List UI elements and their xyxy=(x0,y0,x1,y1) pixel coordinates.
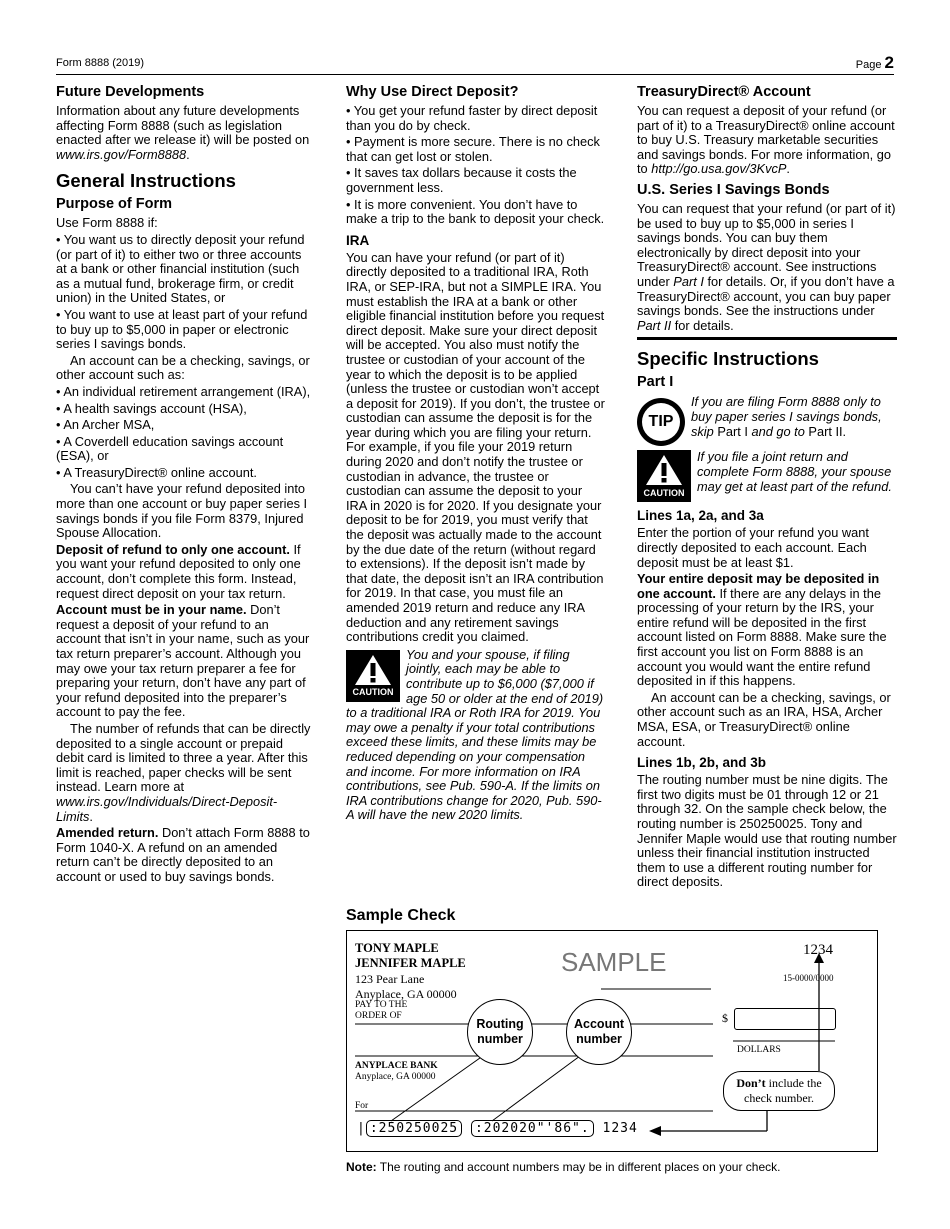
account-bullet-treasurydirect: • A TreasuryDirect® online account. xyxy=(56,464,257,480)
micr-routing: :250250025 xyxy=(366,1120,462,1137)
account-bullet-hsa: • A health savings account (HSA), xyxy=(56,400,247,416)
future-developments-heading: Future Developments xyxy=(56,84,205,100)
routing-number-callout: Routing number xyxy=(467,999,533,1065)
direct-deposit-limits-link[interactable]: www.irs.gov/Individuals/Direct-Deposit-Limits xyxy=(56,793,278,824)
caution-label: CAUTION xyxy=(352,687,394,698)
check-number: 1234 xyxy=(803,942,833,958)
entire-deposit-paragraph: Your entire deposit may be deposited in one account. If there are any delays in the processing of your return by the IRS, your entire refund will be deposited in the first account listed on Form 8888. Make sure the first account you list on Form 8888 is an account you would want the entire refund deposited in if this happens. xyxy=(637,571,887,689)
injured-spouse-text: You can’t have your refund deposited into more than one account or buy paper series I savings bonds if you file Form 8379, Injured Spouse Allocation. xyxy=(56,481,308,541)
dollars-label: DOLLARS xyxy=(737,1045,781,1055)
sample-check xyxy=(346,930,878,1152)
account-intro: An account can be a checking, savings, or other account such as: xyxy=(56,352,310,383)
page-number xyxy=(856,53,894,73)
use-if: Use Form 8888 if: xyxy=(56,215,158,231)
account-types-text: An account can be a checking, savings, or other account such as an IRA, HSA, Archer MSA, ESA, or TreasuryDirect® online account. xyxy=(637,689,891,749)
ira-heading: IRA xyxy=(346,232,370,248)
account-bullet-esa: • A Coverdell education savings account (ESA), or xyxy=(56,433,284,464)
why-bullet-1: • You get your refund faster by direct deposit than you do by check. xyxy=(346,103,598,133)
ira-caution xyxy=(346,648,606,823)
only-one-account-paragraph: Deposit of refund to only one account. If you want your refund deposited to only one account, don’t complete this form. Instead, request direct deposit on your tax return. xyxy=(56,541,301,601)
specific-instructions-heading: Specific Instructions xyxy=(637,348,819,370)
why-bullet-3: • It saves tax dollars because it costs the government less. xyxy=(346,165,577,195)
column-3 xyxy=(637,84,897,892)
tip-text: If you are filing Form 8888 only to buy paper series I savings bonds, skip Part I and go to Part II. xyxy=(691,394,882,439)
tip-icon xyxy=(637,398,685,446)
future-developments-text: Information about any future developments affecting Form 8888 (such as legislation enacted after we release it) will be posted on www.irs.gov/Form8888. xyxy=(56,103,310,162)
lines-1a-text: Enter the portion of your refund you want directly deposited to each account. Each deposit must be at least $1. xyxy=(637,525,869,570)
page-num: 2 xyxy=(884,53,894,72)
ira-caution-text: You and your spouse, if filing jointly, each may be able to contribute up to $6,000 ($7,000 if age 50 or older at the end of 2019) to a traditional IRA or Roth IRA for 2019. You may owe a penalty if your total contributions exceed these limits, and these limits may be reduced depending on your compensation and income. For more information on IRA contributions, see Pub. 590-A. If the limits on IRA contributions change for 2020, Pub. 590-A will have the new 2020 limits. xyxy=(346,646,604,823)
account-number-callout: Account number xyxy=(566,999,632,1065)
account-bullet-ira: • An individual retirement arrangement (IRA), xyxy=(56,383,311,399)
why-bullet-4: • It is more convenient. You don’t have to make a trip to the bank to deposit your check. xyxy=(346,196,605,227)
treasurydirect-heading: TreasuryDirect® Account xyxy=(637,84,811,100)
savings-bonds-text: You can request that your refund (or part of it) be used to buy up to $5,000 in series I savings bonds. You can buy them electronically by direct deposit into your TreasuryDirect® account. See instructions under Part I for details. Or, if you don’t have a TreasuryDirect® account, you can buy paper savings bonds. See the instructions under Part II for details. xyxy=(637,200,896,333)
micr-line: | :250250025 :202020"'86". 1234 xyxy=(357,1121,638,1136)
payer-name-1: TONY MAPLE xyxy=(355,941,439,955)
irs-form8888-link[interactable]: www.irs.gov/Form8888 xyxy=(56,146,187,162)
lines-1a-heading: Lines 1a, 2a, and 3a xyxy=(637,508,764,524)
savings-bonds-heading: U.S. Series I Savings Bonds xyxy=(637,181,830,198)
treasurydirect-text: You can request a deposit of your refund (or part of it) to a TreasuryDirect® online account to buy U.S. Treasury marketable securities and savings bonds. For more information, go to http://go.usa.gov/3KvcP. xyxy=(637,103,895,177)
payer-address-1: 123 Pear Lane xyxy=(355,972,425,986)
order-of-label: ORDER OF xyxy=(355,1011,402,1021)
micr-check-number: 1234 xyxy=(602,1121,638,1136)
fraction-number: 15-0000/0000 xyxy=(783,973,834,983)
caution-icon xyxy=(637,450,691,502)
section-rule xyxy=(637,337,897,340)
payer-address-2: Anyplace, GA 00000 xyxy=(355,987,457,1001)
pay-to-label: PAY TO THE xyxy=(355,1000,408,1010)
sample-check-heading: Sample Check xyxy=(346,907,456,924)
tip-label: TIP xyxy=(642,403,680,441)
warning-triangle-icon xyxy=(645,454,683,486)
bank-name: ANYPLACE BANK xyxy=(355,1061,438,1071)
ira-text: You can have your refund (or part of it) directly deposited to a traditional IRA, Roth IRA, or SEP-IRA, but not a SIMPLE IRA. You must establish the IRA at a bank or other eligible financial institution before you request direct deposit. Make sure your direct deposit will be accepted. You also must notify the trustee or custodian of your account of the year to which the deposit is to be applied (unless the trustee or custodian won’t accept a deposit for 2019). If you don’t, the trustee or custodian can assume the deposit is for the year during which you are filing your return. For example, if you file your 2019 return during 2020 and don’t notify the trustee or custodian in advance, the trustee or custodian can assume the deposit to your IRA in 2020 is for 2020. If you designate your deposit to be for 2019, you must verify that the deposit was actually made to the account by the due date of the return (without regard to extensions). If the deposit isn’t made by that date, the deposit isn’t an IRA contribution for 2019. In that case, you must file an amended 2019 return and reduce any IRA deduction and any retirement savings contributions credit you claimed. xyxy=(346,249,605,645)
tip-note xyxy=(637,395,897,446)
bank-address: Anyplace, GA 00000 xyxy=(355,1072,436,1082)
micr-account: :202020"'86". xyxy=(471,1120,594,1137)
form-id: Form 8888 (2019) xyxy=(56,57,145,69)
payer-name-2: JENNIFER MAPLE xyxy=(355,956,466,970)
lines-1b-text: The routing number must be nine digits. The first two digits must be 01 through 12 or 21 through 32. On the sample check below, the routing number is 250250025. Tony and Jennifer Maple would use that routing number unless their financial institution instructed them to use a different routing number for direct deposits. xyxy=(637,772,897,890)
for-label: For xyxy=(355,1101,369,1111)
check-note: Note: The routing and account numbers may be in different places on your check. xyxy=(346,1160,781,1174)
column-1 xyxy=(56,84,314,887)
refund-limit-paragraph: The number of refunds that can be directly deposited to a single account or prepaid debit card is limited to three a year. After this limit is reached, paper checks will be sent instead. Learn more at www.irs.gov/Individuals/Direct-Deposit-Limits. xyxy=(56,720,311,824)
dont-include-callout: Don’t include the check number. xyxy=(723,1071,835,1111)
warning-triangle-icon xyxy=(354,654,392,686)
lines-1b-heading: Lines 1b, 2b, and 3b xyxy=(637,755,767,771)
account-in-name-paragraph: Account must be in your name. Don’t request a deposit of your refund to an account that isn’t in your name, such as your tax return preparer’s account. Although you may owe your tax return preparer a fee for preparing your return, don’t have any part of your refund deposited into the preparer’s account to pay the fee. xyxy=(56,602,310,720)
column-2 xyxy=(346,84,606,823)
why-direct-deposit-heading: Why Use Direct Deposit? xyxy=(346,84,519,100)
sample-watermark: SAMPLE xyxy=(561,947,667,977)
joint-caution-text: If you file a joint return and complete Form 8888, your spouse may get at least part of the refund. xyxy=(697,449,892,494)
treasurydirect-link[interactable]: http://go.usa.gov/3KvcP xyxy=(651,161,787,177)
purpose-bullet-2: • You want to use at least part of your refund to buy up to $5,000 in paper or electronic series I savings bonds. xyxy=(56,306,308,352)
joint-caution-note xyxy=(637,450,897,502)
why-bullet-2: • Payment is more secure. There is no check that can get lost or stolen. xyxy=(346,134,600,164)
page-label: Page xyxy=(855,59,882,71)
caution-icon xyxy=(346,650,400,702)
purpose-heading: Purpose of Form xyxy=(56,196,173,213)
part-i-heading: Part I xyxy=(637,374,674,391)
general-instructions-heading: General Instructions xyxy=(56,170,236,192)
account-bullet-msa: • An Archer MSA, xyxy=(56,417,155,433)
amended-return-paragraph: Amended return. Don’t attach Form 8888 to Form 1040-X. A refund on an amended return can’t be directly deposited to an account or used to buy savings bonds. xyxy=(56,825,310,884)
header-rule xyxy=(56,74,894,75)
amount-box xyxy=(734,1008,836,1030)
purpose-bullet-1: • You want us to directly deposit your refund (or part of it) to either two or three accounts at a bank or other financial institution (such as a mutual fund, brokerage firm, or credit union) in the United States, or xyxy=(56,231,305,306)
caution-label: CAUTION xyxy=(643,487,685,498)
dollar-sign: $ xyxy=(722,1011,728,1025)
